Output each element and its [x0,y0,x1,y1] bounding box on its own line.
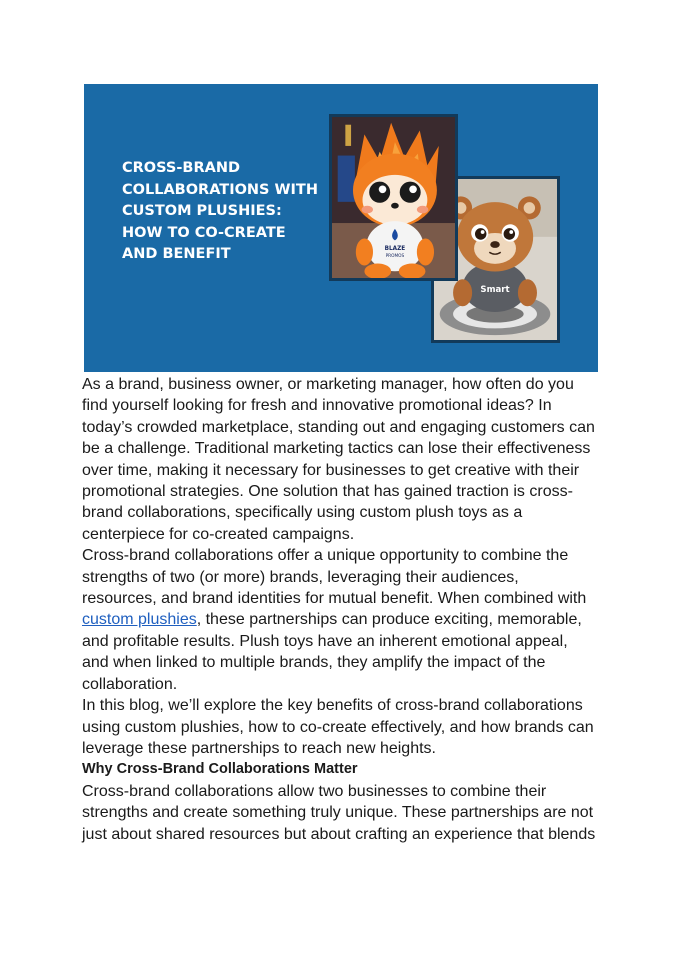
flame-plush-photo [329,114,458,281]
benefits-paragraph [82,545,596,695]
flame-shirt-subtext: PROMOS [385,253,405,259]
section-heading: Why Cross-Brand Collaborations Matter [82,761,358,778]
article-body [82,374,596,845]
banner-title: CROSS-BRAND COLLABORATIONS WITH CUSTOM PLUSHIES: HOW TO CO-CREATE AND BENEFIT [122,160,318,262]
benefits-text-start: Cross-brand collaborations offer a unique opportunity to combine the strengths of two (or more) brands, leveraging their audiences, resources, and brand identities for mutual benefit. When combined with [82,547,587,608]
custom-plushies-link[interactable]: custom plushies [82,611,197,629]
blog-overview-paragraph: In this blog, we’ll explore the key benefits of cross-brand collaborations using custom plushies, how to co-create effectively, and how brands can leverage these partnerships to reach new heights. [82,697,594,757]
hero-banner [84,84,598,372]
benefits-text-end: , these partnerships can produce exciting, memorable, and profitable results. Plush toys have an inherent emotional appeal, and when linked to multiple brands, they amplify the impact of the collaboration. [82,611,582,693]
intro-paragraph: As a brand, business owner, or marketing manager, how often do you find yourself looking for fresh and innovative promotional ideas? In today’s crowded marketplace, standing out and engaging customers can be a challenge. Traditional marketing tactics can lose their effectiveness over time, making it necessary for businesses to get creative with their promotional strategies. One solution that has gained traction is cross-brand collaborations, specifically using custom plush toys as a centerpiece for co-created campaigns. [82,376,595,543]
flame-plush-image [332,117,455,278]
bear-shirt-text: Smart [480,284,510,295]
section-paragraph: Cross-brand collaborations allow two businesses to combine their strengths and create something truly unique. These partnerships are not just about shared resources but about crafting an experience that blends [82,782,596,843]
flame-shirt-text: BLAZE [384,246,406,253]
